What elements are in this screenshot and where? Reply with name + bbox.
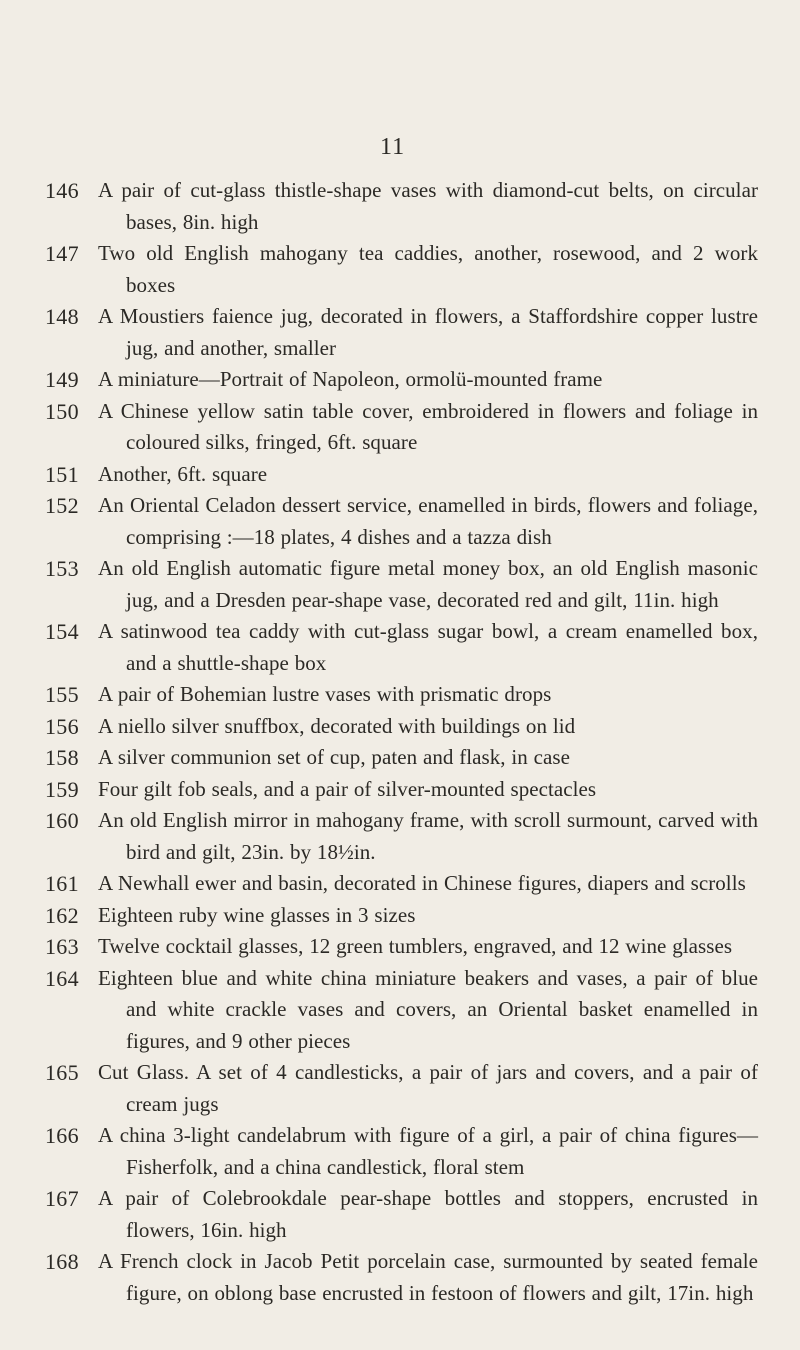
lot-number: 148: [45, 304, 79, 329]
lot-description: A Moustiers faience jug, decorated in flowers, a Staffordshire copper lustre jug, and another, smaller: [98, 304, 758, 360]
lot-number: 149: [45, 367, 79, 392]
lot-number: 155: [45, 682, 79, 707]
lot-number: 159: [45, 776, 79, 802]
lot-number: 156: [45, 713, 79, 739]
lot-item: [0, 774, 800, 806]
lot-item: [0, 301, 800, 364]
lot-description: A pair of Bohemian lustre vases with prismatic drops: [98, 682, 552, 706]
lot-number: 151: [45, 461, 79, 487]
lot-description: Two old English mahogany tea caddies, another, rosewood, and 2 work boxes: [98, 241, 758, 297]
lot-item: [0, 868, 800, 900]
lot-item: [0, 1246, 800, 1309]
lot-description: A niello silver snuffbox, decorated with buildings on lid: [98, 713, 576, 738]
lot-list: [0, 175, 800, 1309]
lot-description: An Oriental Celadon dessert service, enamelled in birds, flowers and foliage, comprising :—18 plates, 4 dishes and a tazza dish: [98, 493, 758, 549]
lot-description: A Chinese yellow satin table cover, embroidered in flowers and foliage in coloured silks, fringed, 6ft. square: [98, 398, 758, 454]
lot-item: [0, 616, 800, 679]
lot-item: [0, 679, 800, 711]
lot-number: 150: [45, 398, 79, 424]
lot-description: An old English automatic figure metal money box, an old English masonic jug, and a Dresden pear-shape vase, decorated red and gilt, 11in. high: [98, 556, 758, 612]
lot-description: Eighteen ruby wine glasses in 3 sizes: [98, 902, 416, 927]
lot-item: [0, 711, 800, 743]
lot-number: 161: [45, 871, 79, 896]
lot-item: [0, 175, 800, 238]
lot-item: [0, 459, 800, 491]
lot-number: 147: [45, 241, 79, 266]
lot-number: 160: [45, 808, 79, 833]
lot-description: A French clock in Jacob Petit porcelain case, surmounted by seated female figure, on oblong base encrusted in festoon of flowers and gilt, 17in. high: [98, 1249, 758, 1305]
page-number: 11: [380, 134, 406, 160]
lot-number: 163: [45, 934, 79, 959]
lot-description: A satinwood tea caddy with cut-glass sugar bowl, a cream enamelled box, and a shuttle-shape box: [98, 619, 758, 675]
lot-item: [0, 963, 800, 1058]
lot-description: An old English mirror in mahogany frame, with scroll surmount, carved with bird and gilt, 23in. by 18½in.: [98, 808, 758, 864]
lot-description: A china 3-light candelabrum with figure of a girl, a pair of china figures—Fisherfolk, and a china candlestick, floral stem: [98, 1123, 758, 1179]
lot-number: 165: [45, 1060, 79, 1085]
lot-item: [0, 1057, 800, 1120]
lot-item: [0, 805, 800, 868]
lot-description: A pair of Colebrookdale pear-shape bottles and stoppers, encrusted in flowers, 16in. high: [98, 1186, 758, 1242]
lot-description: A silver communion set of cup, paten and flask, in case: [98, 745, 570, 769]
lot-item: [0, 364, 800, 396]
lot-description: Four gilt fob seals, and a pair of silver-mounted spectacles: [98, 776, 597, 801]
lot-description: A miniature—Portrait of Napoleon, ormolü-mounted frame: [98, 367, 603, 391]
lot-description: Twelve cocktail glasses, 12 green tumblers, engraved, and 12 wine glasses: [98, 934, 733, 958]
lot-item: [0, 238, 800, 301]
lot-number: 158: [45, 745, 79, 770]
lot-number: 164: [45, 965, 79, 991]
lot-item: [0, 1120, 800, 1183]
lot-item: [0, 490, 800, 553]
lot-description: Eighteen blue and white china miniature beakers and vases, a pair of blue and white crackle vases and covers, an Oriental basket enamelled in figures, and 9 other pieces: [98, 965, 758, 1053]
lot-item: [0, 1183, 800, 1246]
lot-item: [0, 900, 800, 932]
lot-number: 168: [45, 1249, 79, 1274]
lot-description: Cut Glass. A set of 4 candlesticks, a pair of jars and covers, and a pair of cream jugs: [98, 1060, 758, 1116]
lot-number: 152: [45, 493, 79, 518]
lot-number: 154: [45, 619, 79, 644]
lot-number: 153: [45, 556, 79, 581]
lot-description: Another, 6ft. square: [98, 461, 268, 486]
lot-number: 146: [45, 178, 79, 203]
lot-number: 162: [45, 902, 79, 928]
lot-item: [0, 931, 800, 963]
lot-number: 167: [45, 1186, 79, 1211]
lot-description: A Newhall ewer and basin, decorated in Chinese figures, diapers and scrolls: [98, 871, 746, 895]
lot-number: 166: [45, 1123, 79, 1148]
lot-item: [0, 553, 800, 616]
lot-item: [0, 396, 800, 459]
lot-description: A pair of cut-glass thistle-shape vases with diamond-cut belts, on circular bases, 8in. high: [98, 178, 758, 234]
lot-item: [0, 742, 800, 774]
